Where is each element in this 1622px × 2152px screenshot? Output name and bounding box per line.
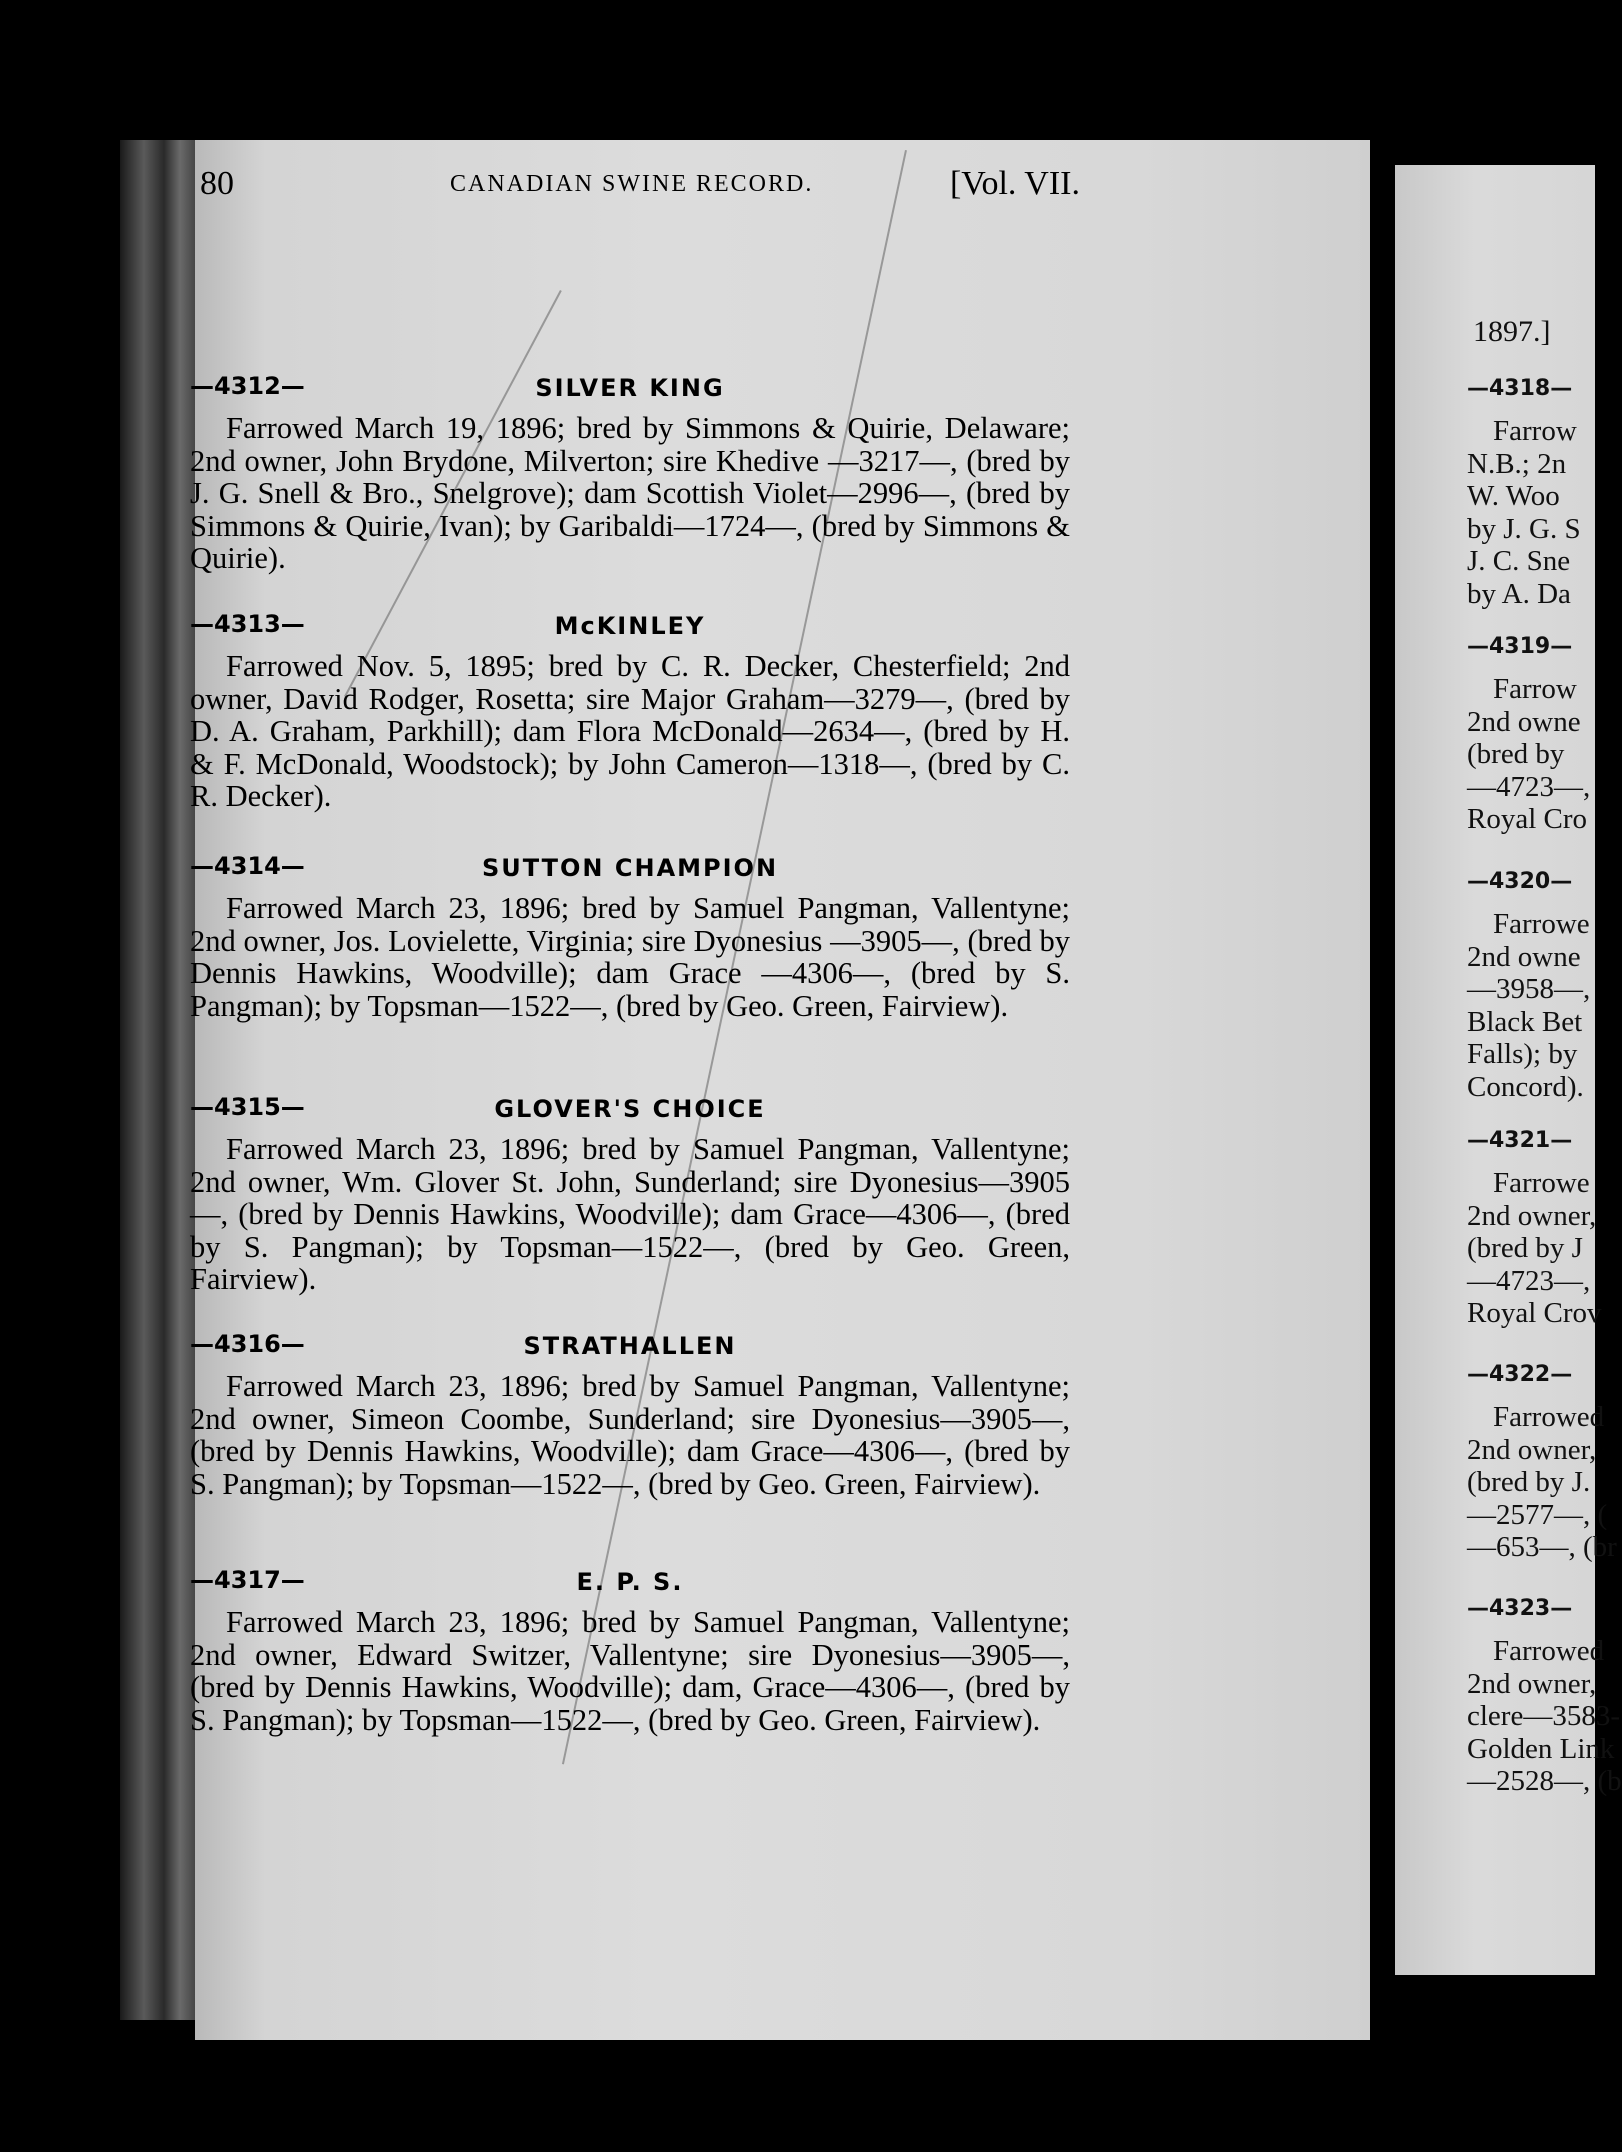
right-entry-line: 2nd owner, — [1467, 1433, 1597, 1466]
right-entry-line: —4723—, — [1467, 1264, 1591, 1297]
page-header — [200, 165, 1080, 215]
entry-heading — [190, 1566, 1070, 1606]
right-entry-4323 — [1467, 1595, 1622, 1798]
entry-name: SILVER KING — [535, 374, 725, 402]
right-entry-number: —4320— — [1467, 869, 1573, 894]
entry-4312 — [190, 372, 1070, 575]
entry-name: McKINLEY — [554, 612, 706, 640]
right-page — [1395, 165, 1622, 1975]
entry-heading — [190, 1093, 1070, 1133]
right-entry-line: Farrowed — [1493, 1401, 1605, 1433]
right-entry-line: 2nd owner, — [1467, 1199, 1597, 1232]
entry-text: Farrowed March 19, 1896; bred by Simmons & Quirie, Delaware; 2nd owner, John Brydone, Milverton; sire Khedive —3217—, (bred by J. G. Snell & Bro., Snelgrove); dam Scottish Violet—2996—, (bred by Simmons & Quirie, Ivan); by Garibaldi—1724—, (bred by Simmons & Quirie). — [190, 411, 1070, 575]
right-entry-line: clere—3583- — [1467, 1700, 1620, 1732]
right-entry-line: by A. Da — [1467, 577, 1571, 610]
right-entry-line: J. C. Sne — [1467, 545, 1571, 577]
book-spine — [120, 140, 200, 2020]
right-entry-line: —4723—, — [1467, 770, 1591, 803]
entry-heading — [190, 372, 1070, 412]
entry-text: Farrowed March 23, 1896; bred by Samuel Pangman, Vallentyne; 2nd owner, Simeon Coombe, Sunderland; sire Dyonesius—3905—, (bred by Dennis Hawkins, Woodville); dam Grace—4306—, (bred by S. Pangman); by Topsman—1522—, (bred by Geo. Green, Fairview). — [190, 1369, 1070, 1501]
right-entry-number: —4319— — [1467, 634, 1573, 659]
entry-text: Farrowed March 23, 1896; bred by Samuel Pangman, Vallentyne; 2nd owner, Edward Switzer, Vallentyne; sire Dyonesius—3905—, (bred by Dennis Hawkins, Woodville); dam, Grace—4306—, (bred by S. Pangman); by Topsman—1522—, (bred by Geo. Green, Fairview). — [190, 1605, 1070, 1737]
entry-text: Farrowed Nov. 5, 1895; bred by C. R. Decker, Chesterfield; 2nd owner, David Rodger, Rosetta; sire Major Graham—3279—, (bred by D. A. Graham, Parkhill); dam Flora McDonald—2634—, (bred by H. & F. McDonald, Woodstock); by John Cameron—1318—, (bred by C. R. Decker). — [190, 649, 1070, 813]
right-entry-line: Concord). — [1467, 1070, 1584, 1103]
right-entry-line: Farrow — [1493, 415, 1577, 447]
right-entry-line: —2577—, ( — [1467, 1498, 1608, 1531]
right-entry-4322 — [1467, 1361, 1617, 1564]
entry-text: Farrowed March 23, 1896; bred by Samuel Pangman, Vallentyne; 2nd owner, Wm. Glover St. John, Sunderland; sire Dyonesius—3905—, (bred by Dennis Hawkins, Woodville); dam Grace—4306—, (bred by S. Pangman); by Topsman—1522—, (bred by Geo. Green, Fairview). — [190, 1132, 1070, 1296]
right-entry-line: Black Bet — [1467, 1005, 1583, 1038]
entry-heading — [190, 852, 1070, 892]
entry-4316 — [190, 1330, 1070, 1500]
right-entry-line: —2528—, (b — [1467, 1765, 1622, 1797]
right-entry-line: —3958—, — [1467, 973, 1591, 1005]
right-entry-line: 2nd owne — [1467, 940, 1581, 973]
entry-text: Farrowed March 23, 1896; bred by Samuel Pangman, Vallentyne; 2nd owner, Jos. Lovielette, Virginia; sire Dyonesius —3905—, (bred by Dennis Hawkins, Woodville); dam Grace —4306—, (bred by S. Pangman); by Topsman—1522—, (bred by Geo. Green, Fairview). — [190, 891, 1070, 1023]
right-entry-line: —653—, (br — [1467, 1531, 1617, 1563]
entry-number: —4312— — [190, 372, 305, 400]
entry-name: STRATHALLEN — [523, 1332, 737, 1360]
right-entry-line: Royal Cro — [1467, 803, 1588, 835]
entry-number: —4315— — [190, 1093, 305, 1121]
right-entry-number: —4318— — [1467, 376, 1573, 401]
right-entry-line: Farrowed — [1493, 1635, 1605, 1667]
right-entry-line: 2nd owner, — [1467, 1667, 1597, 1700]
right-entry-line: Farrowe — [1493, 1167, 1590, 1199]
entry-4315 — [190, 1093, 1070, 1296]
right-page-header: 1897.] — [1473, 315, 1551, 348]
entry-name: E. P. S. — [576, 1568, 684, 1596]
right-entry-number: —4322— — [1467, 1362, 1573, 1387]
entry-4313 — [190, 610, 1070, 813]
right-entry-line: Golden Link — [1467, 1732, 1615, 1765]
entry-number: —4317— — [190, 1566, 305, 1594]
right-entry-line: (bred by J — [1467, 1232, 1583, 1264]
entry-number: —4313— — [190, 610, 305, 638]
right-entry-4319 — [1467, 633, 1597, 836]
right-entry-line: (bred by — [1467, 738, 1565, 770]
right-entry-number: —4323— — [1467, 1596, 1573, 1621]
entry-4314 — [190, 852, 1070, 1022]
entry-heading — [190, 1330, 1070, 1370]
entry-heading — [190, 610, 1070, 650]
right-entry-line: Farrow — [1493, 673, 1577, 705]
right-entry-line: Farrowe — [1493, 908, 1590, 940]
right-entry-4320 — [1467, 868, 1597, 1103]
right-entry-4321 — [1467, 1127, 1602, 1330]
page-number: 80 — [200, 165, 234, 202]
entry-name: SUTTON CHAMPION — [481, 854, 779, 882]
right-entry-line: W. Woo — [1467, 480, 1560, 512]
volume-label: [Vol. VII. — [949, 165, 1080, 202]
entry-4317 — [190, 1566, 1070, 1736]
right-entry-line: Royal Crov — [1467, 1297, 1602, 1329]
entry-name: GLOVER'S CHOICE — [494, 1095, 766, 1123]
entry-number: —4316— — [190, 1330, 305, 1358]
right-entry-4318 — [1467, 375, 1597, 610]
right-entry-line: Falls); by — [1467, 1038, 1578, 1070]
right-entry-line: N.B.; 2n — [1467, 447, 1567, 480]
right-entry-line: by J. G. S — [1467, 512, 1581, 545]
entry-number: —4314— — [190, 852, 305, 880]
right-entry-number: —4321— — [1467, 1128, 1573, 1153]
right-entry-line: (bred by J. — [1467, 1466, 1591, 1498]
right-entry-line: 2nd owne — [1467, 705, 1581, 738]
running-title: CANADIAN SWINE RECORD. — [450, 171, 814, 197]
